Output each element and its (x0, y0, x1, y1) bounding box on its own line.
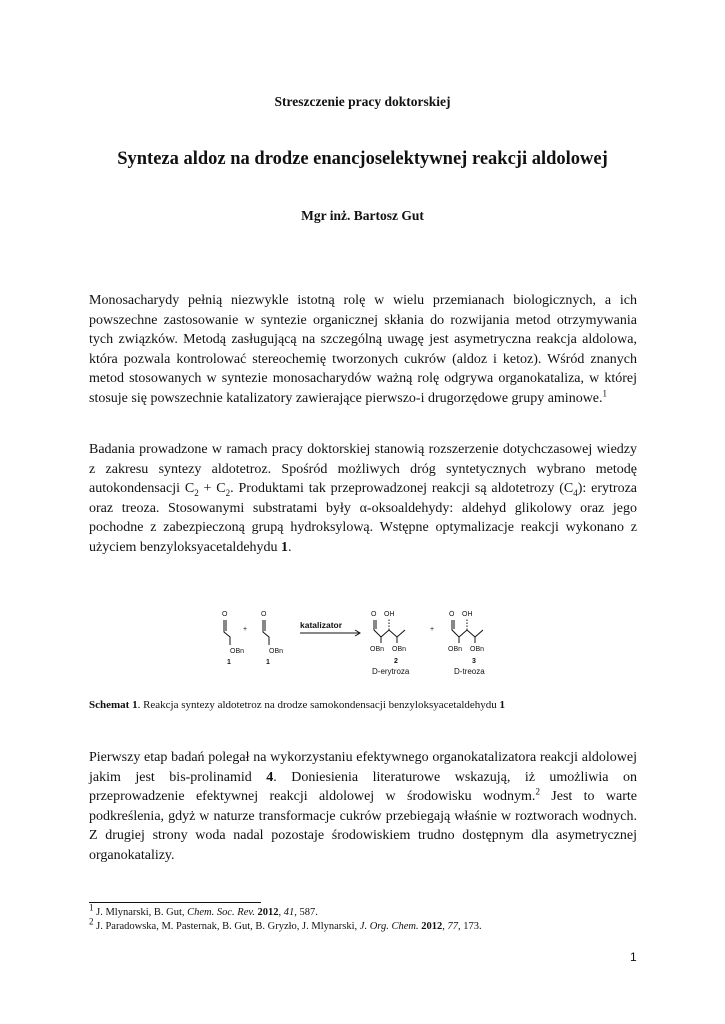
paragraph-research-text-a: Badania prowadzone w ramach pracy doktorskiej stanowią rozszerzenie dotychczasowej wiedzy z zakresu syntezy aldotetroz. Spośród możliwych dróg syntetycznych wybrano metodę autokondensacji C (89, 442, 637, 496)
compound-label-2: 2 (394, 658, 398, 665)
footnote-ref-2: 2 (535, 786, 540, 797)
document-author: Mgr inż. Bartosz Gut (301, 208, 424, 223)
footnote-pages: , 173. (457, 921, 482, 932)
paragraph-research (89, 440, 637, 557)
compound-label-1b: 1 (266, 659, 270, 666)
footnote-volume: 77 (447, 921, 458, 932)
paragraph-research-text-e: -oksoaldehydy: aldehyd glikolowy oraz jego pochodne z zabezpieczoną grupą hydroksylową. Wstępne optymalizacje reakcji wykonano z użyciem benzyloksyacetaldehydu (89, 500, 637, 555)
caption-compound: 1 (499, 699, 506, 711)
hydroxyl-label-1: OH (384, 611, 395, 618)
footnote-mark: 2 (89, 916, 94, 927)
compound-ref-4: 4 (266, 769, 274, 785)
plus-sign-2: + (430, 626, 435, 633)
paragraph-first-stage-text-a: Pierwszy etap badań polegał na wykorzystaniu efektywnego organokatalizatora reakcji aldolowej jakim jest bis-prolinamid (89, 750, 637, 785)
paragraph-first-stage-text-c: Jest to warte podkreślenia, gdyż w naturze transformacje cukrów przebiegają właśnie w roztworach wodnych. Z drugiej strony woda nadal pozostaje środowiskiem trudno dostępnym dla asymetrycznej organokatalizy. (89, 789, 638, 863)
plus-sign-1: + (243, 626, 248, 633)
footnote-journal: Chem. Soc. Rev. (187, 907, 255, 918)
footnote-1 (89, 902, 649, 918)
compound-ref-1: 1 (281, 539, 289, 555)
obn-label-2: OBn (269, 648, 284, 655)
footnote-sep: , (442, 921, 448, 932)
footnote-ref-1: 1 (602, 387, 608, 398)
page-number: 1 (630, 950, 637, 964)
catalyst-label: katalizator (300, 620, 343, 630)
footnote-pages: , 587. (294, 907, 318, 918)
footnote-sep: , (278, 907, 284, 918)
subscript-c2a: 2 (194, 487, 199, 498)
footnote-2 (89, 916, 649, 932)
compound-label-1a: 1 (227, 659, 231, 666)
obn-label-6: OBn (470, 646, 485, 653)
footnote-authors: J. Mlynarski, B. Gut, (93, 907, 188, 918)
obn-label-1: OBn (230, 648, 245, 655)
document-title: Synteza aldoz na drodze enancjoselektywnej reakcji aldolowej (117, 149, 608, 169)
obn-label-4: OBn (392, 646, 407, 653)
oxygen-label-3: O (371, 611, 377, 618)
paragraph-research-end: . (288, 539, 292, 555)
footnote-journal: J. Org. Chem. (359, 921, 419, 932)
threose-label: D-treoza (454, 667, 485, 676)
paragraph-first-stage-text-b: . Doniesienia literaturowe wskazują, iż umożliwia on przeprowadzenie efektywnej reakcji aldolowej w środowisku wodnym. (89, 769, 638, 804)
subscript-c4: 4 (573, 487, 578, 498)
footnote-authors: J. Paradowska, M. Pasternak, B. Gut, B. Gryzło, J. Mlynarski, (93, 921, 360, 932)
footnote-year: 2012 (257, 907, 279, 918)
caption-text: . Reakcja syntezy aldotetroz na drodze samokondensacji benzyloksyacetaldehydu (137, 699, 500, 711)
reaction-scheme (212, 600, 532, 684)
scheme-caption (89, 699, 649, 711)
oxygen-label-2: O (261, 611, 267, 618)
footnote-divider (89, 902, 261, 903)
caption-label: Schemat 1 (89, 699, 138, 711)
hydroxyl-label-2: OH (462, 611, 473, 618)
compound-label-3: 3 (472, 658, 476, 665)
erythrose-label: D-erytroza (372, 667, 410, 676)
paragraph-intro-text: Monosacharydy pełnią niezwykle istotną rolę w wielu przemianach biologicznych, a ich powszechne zastosowanie w syntezie organicznej skłania do rozwijania metod otrzymywania tych związków. Metodą zasługującą na szczególną uwagę jest asymetryczna reakcja aldolowa, która pozwala kontrolować stereochemię tworzonych cukrów (aldoz i ketoz). Wśród znanych metod stosowanych w syntezie monosacharydów ważną rolę odgrywa organokataliza, w której stosuje się powszechnie katalizatory zawierające pierwszo-i drugorzędowe grupy aminowe. (89, 293, 637, 406)
oxygen-label-4: O (449, 611, 455, 618)
paragraph-research-text-b: + C (198, 481, 226, 496)
footnote-volume: 41 (283, 907, 295, 918)
obn-label-5: OBn (448, 646, 463, 653)
subscript-c2b: 2 (225, 487, 231, 498)
paragraph-research-text-d: ): erytroza oraz treoza. Stosowanymi substratami były (89, 481, 638, 516)
footnote-year: 2012 (421, 921, 443, 932)
oxygen-label-1: O (222, 611, 228, 618)
document-kicker: Streszczenie pracy doktorskiej (274, 94, 451, 109)
footnote-mark: 1 (89, 902, 94, 913)
paragraph-research-text-c: . Produktami tak przeprowadzonej reakcji są aldotetrozy (C (230, 481, 574, 496)
paragraph-intro (89, 291, 637, 408)
obn-label-3: OBn (370, 646, 385, 653)
paragraph-first-stage (89, 748, 637, 865)
alpha-symbol: α (359, 500, 367, 516)
